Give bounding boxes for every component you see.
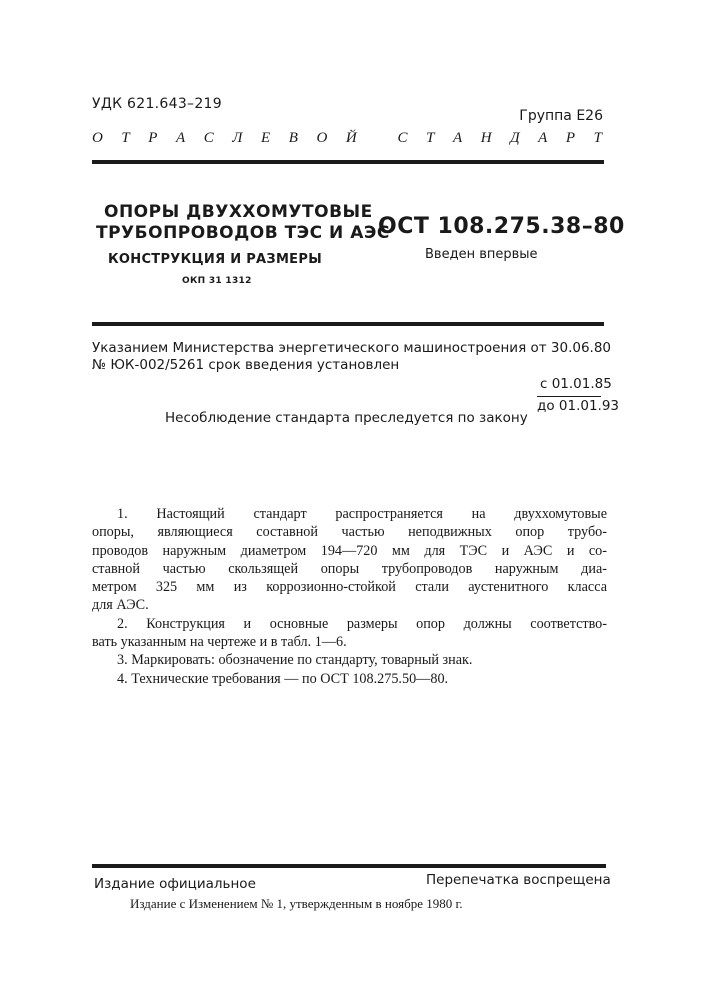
footer-rule	[92, 864, 606, 868]
paragraph-1-line: метром 325 мм из коррозионно-стойкой стали аустенитного класса	[92, 579, 607, 596]
banner-letter: Д	[510, 130, 520, 146]
paragraph-3: 3. Маркировать: обозначение по стандарту, товарный знак.	[117, 652, 473, 669]
banner-letter: Т	[426, 130, 435, 146]
date-divider	[537, 396, 601, 397]
banner-letter: С	[203, 130, 214, 146]
banner-letter: Р	[148, 130, 158, 146]
banner-letter: А	[538, 130, 548, 146]
banner-letter: Н	[480, 130, 492, 146]
banner-letter: А	[452, 130, 463, 146]
banner-letter: О	[92, 130, 103, 146]
banner-letter: С	[397, 130, 408, 146]
official-edition: Издание официальное	[94, 876, 256, 892]
paragraph-1-line: проводов наружным диаметром 194—720 мм для ТЭС и АЭС и со-	[92, 542, 607, 559]
paragraph-1-line: ставной частью скользящей опоры трубопроводов наружным диа-	[92, 560, 607, 577]
banner-letter: Л	[232, 130, 243, 146]
group-code: Группа Е26	[519, 108, 603, 124]
banner-letter: Й	[345, 130, 357, 146]
banner-letter: Е	[261, 130, 271, 146]
decree-line-1: Указанием Министерства энергетического машиностроения от 30.06.80	[92, 340, 612, 356]
paragraph-1-line: 1. Настоящий стандарт распространяется на двуххомутовые	[117, 506, 607, 522]
valid-to: до 01.01.93	[537, 398, 620, 414]
paragraph-1-line: для АЭС.	[92, 597, 149, 614]
banner-letter: Р	[565, 130, 576, 146]
banner-letter: О	[316, 130, 328, 146]
industry-standard-banner	[92, 130, 602, 147]
reprint-prohibited: Перепечатка воспрещена	[426, 872, 611, 888]
standard-code: ОСТ 108.275.38–80	[378, 214, 625, 239]
banner-letter: В	[288, 130, 298, 146]
paragraph-2-line: вать указанным на чертеже и в табл. 1—6.	[92, 634, 347, 651]
amendment-note: Издание с Изменением № 1, утвержденным в ноябре 1980 г.	[130, 896, 463, 911]
title-rule	[92, 322, 604, 326]
banner-letter	[375, 130, 379, 147]
title-line-2: ТРУБОПРОВОДОВ ТЭС И АЭС	[96, 223, 390, 243]
introduced-note: Введен впервые	[425, 247, 538, 262]
valid-from: с 01.01.85	[540, 376, 612, 392]
header-rule	[92, 160, 604, 164]
decree-line-2: № ЮК-002/5261 срок введения установлен	[92, 357, 400, 373]
paragraph-2-line: 2. Конструкция и основные размеры опор должны соответство-	[117, 615, 607, 632]
paragraph-1-line: опоры, являющиеся составной частью неподвижных опор трубо-	[92, 524, 607, 541]
okp-code: ОКП 31 1312	[182, 276, 252, 286]
title-line-1: ОПОРЫ ДВУХХОМУТОВЫЕ	[104, 202, 373, 222]
law-notice: Несоблюдение стандарта преследуется по закону	[165, 410, 528, 426]
banner-letter: А	[176, 130, 186, 146]
body-text	[92, 505, 607, 688]
subtitle: КОНСТРУКЦИЯ И РАЗМЕРЫ	[108, 252, 322, 267]
banner-letter: Т	[593, 130, 602, 146]
paragraph-4: 4. Технические требования — по ОСТ 108.275.50—80.	[117, 670, 449, 687]
banner-letter: Т	[121, 130, 130, 146]
udk-code: УДК 621.643–219	[92, 96, 222, 112]
